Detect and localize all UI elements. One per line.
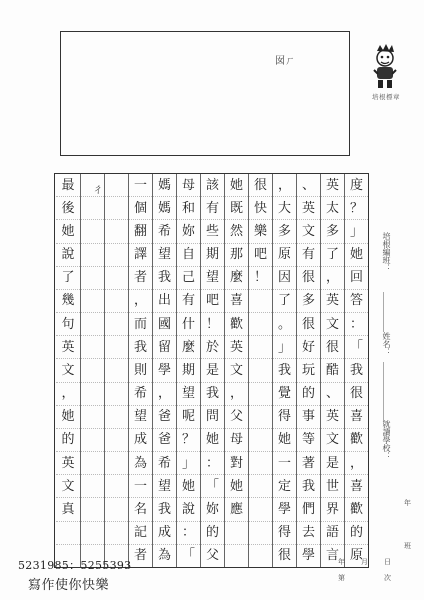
grid-cell: ， bbox=[129, 289, 152, 312]
grid-cell: 一 bbox=[133, 177, 147, 193]
grid-cell: 妳 bbox=[201, 497, 224, 520]
grid-cell: 妳 bbox=[177, 219, 200, 242]
grid-cell: 希 bbox=[153, 451, 176, 474]
grid-cell: 」 bbox=[273, 335, 296, 358]
grid-column bbox=[104, 174, 128, 567]
grid-cell: 英 bbox=[225, 335, 248, 358]
grid-cell: ！ bbox=[249, 266, 272, 289]
grid-column bbox=[248, 174, 272, 567]
grid-column bbox=[200, 174, 224, 567]
grid-column bbox=[224, 174, 248, 567]
grid-cell: 文 bbox=[321, 312, 344, 335]
grid-cell: 我 bbox=[345, 358, 368, 381]
grid-cell: ， bbox=[153, 382, 176, 405]
grid-cell: 歡 bbox=[345, 497, 368, 520]
grid-cell: 、 bbox=[301, 177, 315, 193]
grid-cell: 個 bbox=[129, 196, 152, 219]
count-label: 次 bbox=[384, 574, 391, 582]
grid-column bbox=[56, 174, 80, 567]
grid-cell bbox=[81, 382, 104, 405]
grid-cell: 該 bbox=[205, 177, 219, 193]
grid-cell: 文 bbox=[321, 428, 344, 451]
year-label: 年 bbox=[338, 558, 345, 566]
grid-cell: 什 bbox=[177, 312, 200, 335]
grid-column bbox=[296, 174, 320, 567]
grid-cell: 學 bbox=[153, 358, 176, 381]
grid-cell bbox=[249, 312, 272, 335]
grid-cell: 多 bbox=[297, 289, 320, 312]
grid-cell: 言 bbox=[321, 544, 344, 567]
grid-cell: 玩 bbox=[297, 358, 320, 381]
grid-cell: 母 bbox=[225, 428, 248, 451]
grid-cell: 的 bbox=[297, 382, 320, 405]
grid-cell: 一 bbox=[129, 474, 152, 497]
class-label: 班 bbox=[404, 542, 411, 550]
grid-cell: 句 bbox=[56, 312, 80, 335]
grid-cell: 己 bbox=[177, 266, 200, 289]
grid-cell: ： bbox=[345, 312, 368, 335]
grid-cell bbox=[249, 289, 272, 312]
teacher-comment-box bbox=[60, 31, 350, 156]
grid-cell bbox=[105, 196, 128, 219]
grid-cell: 喜 bbox=[225, 289, 248, 312]
grid-cell: 快 bbox=[249, 196, 272, 219]
grid-cell: 英 bbox=[325, 177, 339, 193]
grid-cell bbox=[249, 428, 272, 451]
grid-cell: 爸 bbox=[153, 428, 176, 451]
grid-cell: 多 bbox=[321, 219, 344, 242]
grid-cell bbox=[249, 451, 272, 474]
grid-cell: 定 bbox=[273, 474, 296, 497]
grid-cell: 、 bbox=[321, 382, 344, 405]
mascot-stamp-icon bbox=[368, 40, 402, 92]
grid-cell: 。 bbox=[273, 312, 296, 335]
grid-cell: 了 bbox=[273, 289, 296, 312]
grid-cell bbox=[225, 521, 248, 544]
grid-cell bbox=[249, 474, 272, 497]
name-label: 姓名： bbox=[382, 332, 391, 356]
grid-column bbox=[344, 174, 368, 567]
grid-cell: 喜 bbox=[345, 474, 368, 497]
grid-cell bbox=[81, 335, 104, 358]
grid-cell: 答 bbox=[345, 289, 368, 312]
grid-cell bbox=[81, 358, 104, 381]
grid-cell: 說 bbox=[56, 243, 80, 266]
grid-cell bbox=[81, 312, 104, 335]
grid-cell: 問 bbox=[201, 405, 224, 428]
grid-cell bbox=[81, 289, 104, 312]
grid-cell: ， bbox=[225, 382, 248, 405]
grid-cell bbox=[56, 521, 80, 544]
grid-cell: 望 bbox=[129, 405, 152, 428]
grid-cell bbox=[81, 266, 104, 289]
grid-cell: 得 bbox=[273, 521, 296, 544]
grid-cell: 既 bbox=[225, 196, 248, 219]
grid-cell: 她 bbox=[225, 474, 248, 497]
margin-note: ㄔ bbox=[92, 182, 105, 196]
grid-cell: 後 bbox=[56, 196, 80, 219]
grid-cell: 則 bbox=[129, 358, 152, 381]
grid-cell: 成 bbox=[153, 521, 176, 544]
grid-cell: 對 bbox=[225, 451, 248, 474]
grid-cell: 那 bbox=[225, 243, 248, 266]
grid-cell: 她 bbox=[345, 243, 368, 266]
grid-cell: 「 bbox=[177, 544, 200, 567]
grid-cell: 有 bbox=[201, 196, 224, 219]
grid-cell bbox=[81, 196, 104, 219]
grid-cell: 希 bbox=[153, 219, 176, 242]
program-line bbox=[383, 292, 384, 332]
grid-cell bbox=[81, 428, 104, 451]
grid-cell bbox=[105, 474, 128, 497]
grid-cell bbox=[249, 405, 272, 428]
grid-cell: 多 bbox=[273, 219, 296, 242]
grid-cell: 期 bbox=[201, 243, 224, 266]
grid-cell: 事 bbox=[297, 405, 320, 428]
grid-cell: 為 bbox=[153, 544, 176, 567]
grid-cell: ， bbox=[277, 177, 291, 193]
grid-cell: 我 bbox=[297, 474, 320, 497]
grid-cell: 原 bbox=[345, 544, 368, 567]
grid-cell: 些 bbox=[201, 219, 224, 242]
grid-column bbox=[320, 174, 344, 567]
grid-cell bbox=[249, 544, 272, 567]
grid-cell bbox=[249, 497, 272, 520]
grid-cell: 我 bbox=[201, 382, 224, 405]
grid-cell: 喜 bbox=[345, 405, 368, 428]
grid-cell bbox=[105, 289, 128, 312]
grid-cell: 者 bbox=[129, 266, 152, 289]
grid-cell: 很 bbox=[253, 177, 267, 193]
grid-cell: 文 bbox=[225, 358, 248, 381]
grid-cell: 文 bbox=[297, 219, 320, 242]
grid-cell bbox=[225, 544, 248, 567]
grid-cell: 望 bbox=[153, 243, 176, 266]
grid-cell: 的 bbox=[345, 521, 368, 544]
grid-cell: 因 bbox=[273, 266, 296, 289]
grid-cell bbox=[81, 474, 104, 497]
grid-cell bbox=[105, 243, 128, 266]
grid-cell: 」 bbox=[177, 451, 200, 474]
grid-cell bbox=[105, 428, 128, 451]
grid-cell: 英 bbox=[56, 335, 80, 358]
grid-cell: 她 bbox=[56, 219, 80, 242]
grid-column bbox=[152, 174, 176, 567]
grid-cell: 覺 bbox=[273, 382, 296, 405]
grid-column bbox=[272, 174, 296, 567]
grid-cell: 她 bbox=[273, 428, 296, 451]
grid-cell: ： bbox=[201, 451, 224, 474]
grid-columns bbox=[55, 174, 368, 567]
manuscript-grid bbox=[54, 173, 369, 568]
grid-cell: 麼 bbox=[225, 266, 248, 289]
grid-cell bbox=[105, 266, 128, 289]
grid-cell bbox=[105, 312, 128, 335]
grid-cell: 我 bbox=[153, 497, 176, 520]
grid-cell: 者 bbox=[129, 544, 152, 567]
grid-cell bbox=[105, 405, 128, 428]
grid-cell: ？ bbox=[177, 428, 200, 451]
grid-cell bbox=[81, 405, 104, 428]
grid-cell: 了 bbox=[56, 266, 80, 289]
grid-cell: 一 bbox=[273, 451, 296, 474]
grid-cell: 很 bbox=[321, 335, 344, 358]
grid-cell: 真 bbox=[56, 497, 80, 520]
grid-cell bbox=[249, 358, 272, 381]
grid-cell: 了 bbox=[321, 243, 344, 266]
grid-cell: 翻 bbox=[129, 219, 152, 242]
grid-cell: 記 bbox=[129, 521, 152, 544]
grid-cell: ， bbox=[321, 266, 344, 289]
grid-cell: ： bbox=[177, 521, 200, 544]
grid-cell: 界 bbox=[321, 497, 344, 520]
serial-number: 5231985：5255393 bbox=[18, 559, 132, 572]
grid-cell: 吧 bbox=[201, 289, 224, 312]
grid-cell: 媽 bbox=[153, 196, 176, 219]
grid-cell: 於 bbox=[201, 335, 224, 358]
brand-label: 培根標章 bbox=[372, 93, 400, 101]
grid-cell: 是 bbox=[321, 451, 344, 474]
grid-cell: 的 bbox=[201, 521, 224, 544]
grid-cell: 「 bbox=[201, 474, 224, 497]
grid-cell: 英 bbox=[56, 451, 80, 474]
grid-cell bbox=[249, 521, 272, 544]
grid-cell: 英 bbox=[297, 196, 320, 219]
grid-cell: 學 bbox=[297, 544, 320, 567]
grid-cell: 麼 bbox=[177, 335, 200, 358]
grid-cell: 語 bbox=[321, 521, 344, 544]
grid-cell bbox=[249, 335, 272, 358]
grid-cell: 望 bbox=[177, 382, 200, 405]
grid-cell: ？ bbox=[345, 196, 368, 219]
grid-cell: 她 bbox=[56, 405, 80, 428]
teacher-comment-text: 囡ㄏ bbox=[275, 56, 295, 67]
grid-cell bbox=[81, 219, 104, 242]
grid-cell: 自 bbox=[177, 243, 200, 266]
grid-cell: 留 bbox=[153, 335, 176, 358]
grid-cell: 成 bbox=[129, 428, 152, 451]
day-label: 日 bbox=[384, 558, 391, 566]
grid-cell bbox=[105, 497, 128, 520]
grid-cell bbox=[81, 497, 104, 520]
grid-cell: 然 bbox=[225, 219, 248, 242]
grid-cell: 她 bbox=[201, 428, 224, 451]
grid-cell: 說 bbox=[177, 497, 200, 520]
grid-cell: 國 bbox=[153, 312, 176, 335]
grid-cell: 的 bbox=[56, 428, 80, 451]
grid-cell: 她 bbox=[229, 177, 243, 193]
grid-cell bbox=[105, 174, 128, 196]
grid-cell: 而 bbox=[129, 312, 152, 335]
grid-cell: 她 bbox=[177, 474, 200, 497]
grid-cell: 」 bbox=[345, 219, 368, 242]
grid-cell: 母 bbox=[181, 177, 195, 193]
grid-cell bbox=[105, 451, 128, 474]
grid-cell: 酷 bbox=[321, 358, 344, 381]
grid-cell: 學 bbox=[273, 497, 296, 520]
grid-cell: 爸 bbox=[153, 405, 176, 428]
grid-cell: 我 bbox=[153, 266, 176, 289]
grid-cell: 很 bbox=[273, 544, 296, 567]
grid-cell bbox=[81, 521, 104, 544]
grid-cell: 有 bbox=[297, 243, 320, 266]
grid-cell: 很 bbox=[297, 266, 320, 289]
grid-cell: 我 bbox=[273, 358, 296, 381]
grid-cell: ， bbox=[56, 382, 80, 405]
program-label: 培根編班： bbox=[382, 232, 391, 272]
grid-column bbox=[80, 174, 104, 567]
grid-cell: 是 bbox=[201, 358, 224, 381]
grid-cell: ！ bbox=[201, 312, 224, 335]
grid-cell: 為 bbox=[129, 451, 152, 474]
grid-cell: 樂 bbox=[249, 219, 272, 242]
grid-cell: 希 bbox=[129, 382, 152, 405]
grid-cell: 父 bbox=[201, 544, 224, 567]
grid-cell: 度 bbox=[349, 177, 363, 193]
grid-column bbox=[176, 174, 200, 567]
grid-cell: 歡 bbox=[345, 428, 368, 451]
grid-cell: 很 bbox=[297, 312, 320, 335]
grid-cell: 回 bbox=[345, 266, 368, 289]
grid-cell: 去 bbox=[297, 521, 320, 544]
grid-cell: 文 bbox=[56, 474, 80, 497]
grid-column bbox=[128, 174, 152, 567]
grid-cell: 「 bbox=[345, 335, 368, 358]
grid-cell: 有 bbox=[177, 289, 200, 312]
grid-cell: 吧 bbox=[249, 243, 272, 266]
grid-cell: 世 bbox=[321, 474, 344, 497]
grid-cell: 英 bbox=[321, 405, 344, 428]
grid-cell: 呢 bbox=[177, 405, 200, 428]
grid-cell: 得 bbox=[273, 405, 296, 428]
grid-cell bbox=[105, 382, 128, 405]
grade-label: 年 bbox=[404, 499, 411, 507]
grid-cell: 們 bbox=[297, 497, 320, 520]
grid-cell: 望 bbox=[153, 474, 176, 497]
name-line bbox=[383, 362, 384, 422]
grid-cell: 幾 bbox=[56, 289, 80, 312]
grid-cell: 歡 bbox=[225, 312, 248, 335]
grid-cell bbox=[249, 382, 272, 405]
school-label: 就讀學校： bbox=[382, 420, 391, 460]
grid-cell bbox=[105, 358, 128, 381]
grid-cell bbox=[105, 219, 128, 242]
grid-cell: 很 bbox=[345, 382, 368, 405]
grid-cell: 著 bbox=[297, 451, 320, 474]
grid-cell: 文 bbox=[56, 358, 80, 381]
order-label: 第 bbox=[338, 574, 345, 582]
grid-cell: 出 bbox=[153, 289, 176, 312]
grid-cell: 望 bbox=[201, 266, 224, 289]
grid-cell: 太 bbox=[321, 196, 344, 219]
grid-cell: 最 bbox=[61, 177, 75, 193]
grid-cell bbox=[81, 243, 104, 266]
month-label: 月 bbox=[361, 558, 368, 566]
grid-cell: 和 bbox=[177, 196, 200, 219]
grid-cell: 我 bbox=[129, 335, 152, 358]
grid-cell: 譯 bbox=[129, 243, 152, 266]
slogan: 寫作使你快樂 bbox=[28, 578, 110, 593]
grid-cell bbox=[105, 521, 128, 544]
grid-cell: 名 bbox=[129, 497, 152, 520]
grid-cell bbox=[105, 335, 128, 358]
grid-cell: 大 bbox=[273, 196, 296, 219]
grid-cell: 媽 bbox=[157, 177, 171, 193]
grid-cell: 期 bbox=[177, 358, 200, 381]
grid-cell: 等 bbox=[297, 428, 320, 451]
grid-cell: 父 bbox=[225, 405, 248, 428]
grid-cell bbox=[81, 451, 104, 474]
grid-cell: ， bbox=[345, 451, 368, 474]
grid-cell: 英 bbox=[321, 289, 344, 312]
grid-cell: 應 bbox=[225, 497, 248, 520]
grid-cell: 好 bbox=[297, 335, 320, 358]
grid-cell: 原 bbox=[273, 243, 296, 266]
